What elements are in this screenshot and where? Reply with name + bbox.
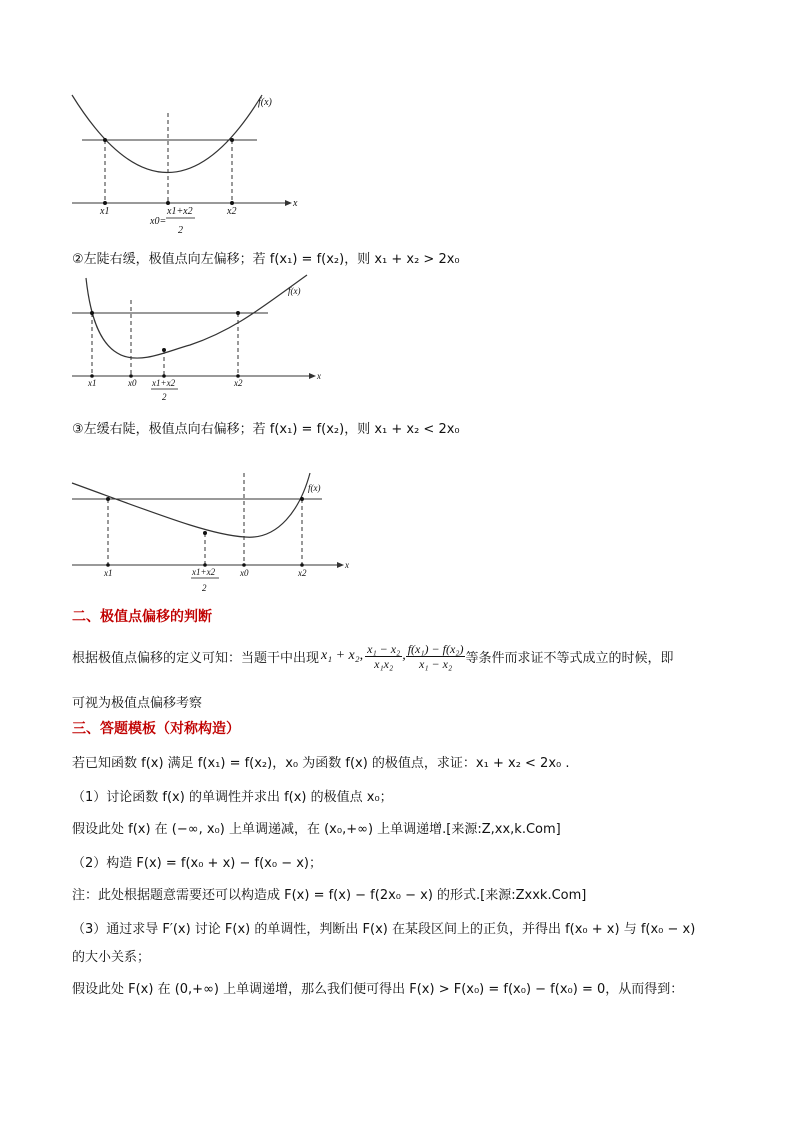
x0-label: x0 [128, 378, 137, 388]
point [103, 138, 107, 142]
expr-sum: x₁ + x₂, [321, 648, 364, 663]
template-line-1: 若已知函数 f(x) 满足 f(x₁) = f(x₂)，x₀ 为函数 f(x) 的极值点，求证：x₁ + x₂ < 2x₀ . [72, 756, 570, 771]
mid-numerator: x1+x2 [167, 206, 193, 217]
axis-label: x [317, 371, 321, 381]
figure-symmetric [60, 85, 310, 240]
template-line-5: 注：此处根据题意需要还可以构造成 F(x) = f(x) − f(2x₀ − x) 的形式.[来源:Zxxk.Com] [72, 888, 587, 903]
point [300, 497, 304, 501]
x0-label: x0 [240, 568, 249, 578]
x-axis-arrow [309, 373, 316, 379]
x1-label: x1 [88, 378, 97, 388]
point [300, 563, 304, 567]
fraction-2-denominator: x₁ − x₂ [419, 656, 453, 671]
x1-label: x1 [100, 206, 110, 217]
point [236, 311, 240, 315]
figure-right-steep [60, 465, 360, 600]
template-line-2: （1）讨论函数 f(x) 的单调性并求出 f(x) 的极值点 x₀； [72, 790, 393, 805]
point [106, 563, 110, 567]
figure-left-steep [60, 270, 335, 405]
curve-label: f(x) [288, 286, 301, 296]
section-3-title: 三、答题模板（对称构造） [72, 721, 240, 737]
x2-label: x2 [234, 378, 243, 388]
x-axis-arrow [337, 562, 344, 568]
fraction-1-denominator: x₁x₂ [374, 656, 394, 671]
point [230, 201, 234, 205]
point [242, 563, 246, 567]
x-axis-arrow [285, 200, 292, 206]
template-line-6: （3）通过求导 F′(x) 讨论 F(x) 的单调性，判断出 F(x) 在某段区间上的正负，并得出 f(x₀ + x) 与 f(x₀ − x) [72, 922, 696, 937]
section-2-paragraph [72, 636, 673, 676]
template-line-4: （2）构造 F(x) = f(x₀ + x) − f(x₀ − x)； [72, 856, 322, 871]
point [103, 201, 107, 205]
curve-label: f(x) [258, 97, 272, 108]
fraction-1 [365, 642, 402, 671]
x1-label: x1 [104, 568, 113, 578]
template-line-8: 假设此处 F(x) 在 (0,+∞) 上单调递增，那么我们便可得出 F(x) > F(x₀) = f(x₀) − f(x₀) = 0，从而得到： [72, 982, 684, 997]
case-2-text: ②左陡右缓，极值点向左偏移；若 f(x₁) = f(x₂)，则 x₁ + x₂ > 2x₀ [72, 252, 460, 267]
point [166, 201, 170, 205]
section-2-line-2: 可视为极值点偏移考察 [72, 696, 203, 711]
point [230, 138, 234, 142]
x2-label: x2 [227, 206, 237, 217]
axis-label: x [345, 560, 349, 570]
point [90, 311, 94, 315]
mid-denominator: 2 [202, 583, 207, 593]
mid-numerator: x1+x2 [192, 567, 216, 577]
point [162, 348, 166, 352]
fraction-2 [406, 642, 466, 671]
mid-numerator: x1+x2 [152, 378, 176, 388]
fraction-1-numerator: x₁ − x₂ [367, 641, 401, 656]
mid-denominator: 2 [162, 392, 167, 402]
section-2-title: 二、极值点偏移的判断 [72, 609, 212, 625]
x2-label: x2 [298, 568, 307, 578]
curve [86, 275, 307, 358]
point [203, 531, 207, 535]
fraction-2-numerator: f(x₁) − f(x₂) [407, 641, 464, 656]
text-before: 根据极值点偏移的定义可知：当题干中出现 [72, 650, 320, 666]
x0-label: x0= [150, 216, 167, 227]
case-3-text: ③左缓右陡，极值点向右偏移；若 f(x₁) = f(x₂)，则 x₁ + x₂ < 2x₀ [72, 422, 460, 437]
point [106, 497, 110, 501]
comma: , [402, 648, 406, 663]
mid-denominator: 2 [178, 225, 183, 236]
text-after: 等条件而求证不等式成立的时候，即 [465, 650, 674, 666]
curve-label: f(x) [308, 483, 321, 493]
template-line-7: 的大小关系； [72, 950, 151, 965]
template-line-3: 假设此处 f(x) 在 (−∞, x₀) 上单调递减，在 (x₀,+∞) 上单调递增.[来源:Z,xx,k.Com] [72, 822, 561, 837]
curve [72, 95, 262, 173]
axis-label: x [293, 198, 298, 209]
